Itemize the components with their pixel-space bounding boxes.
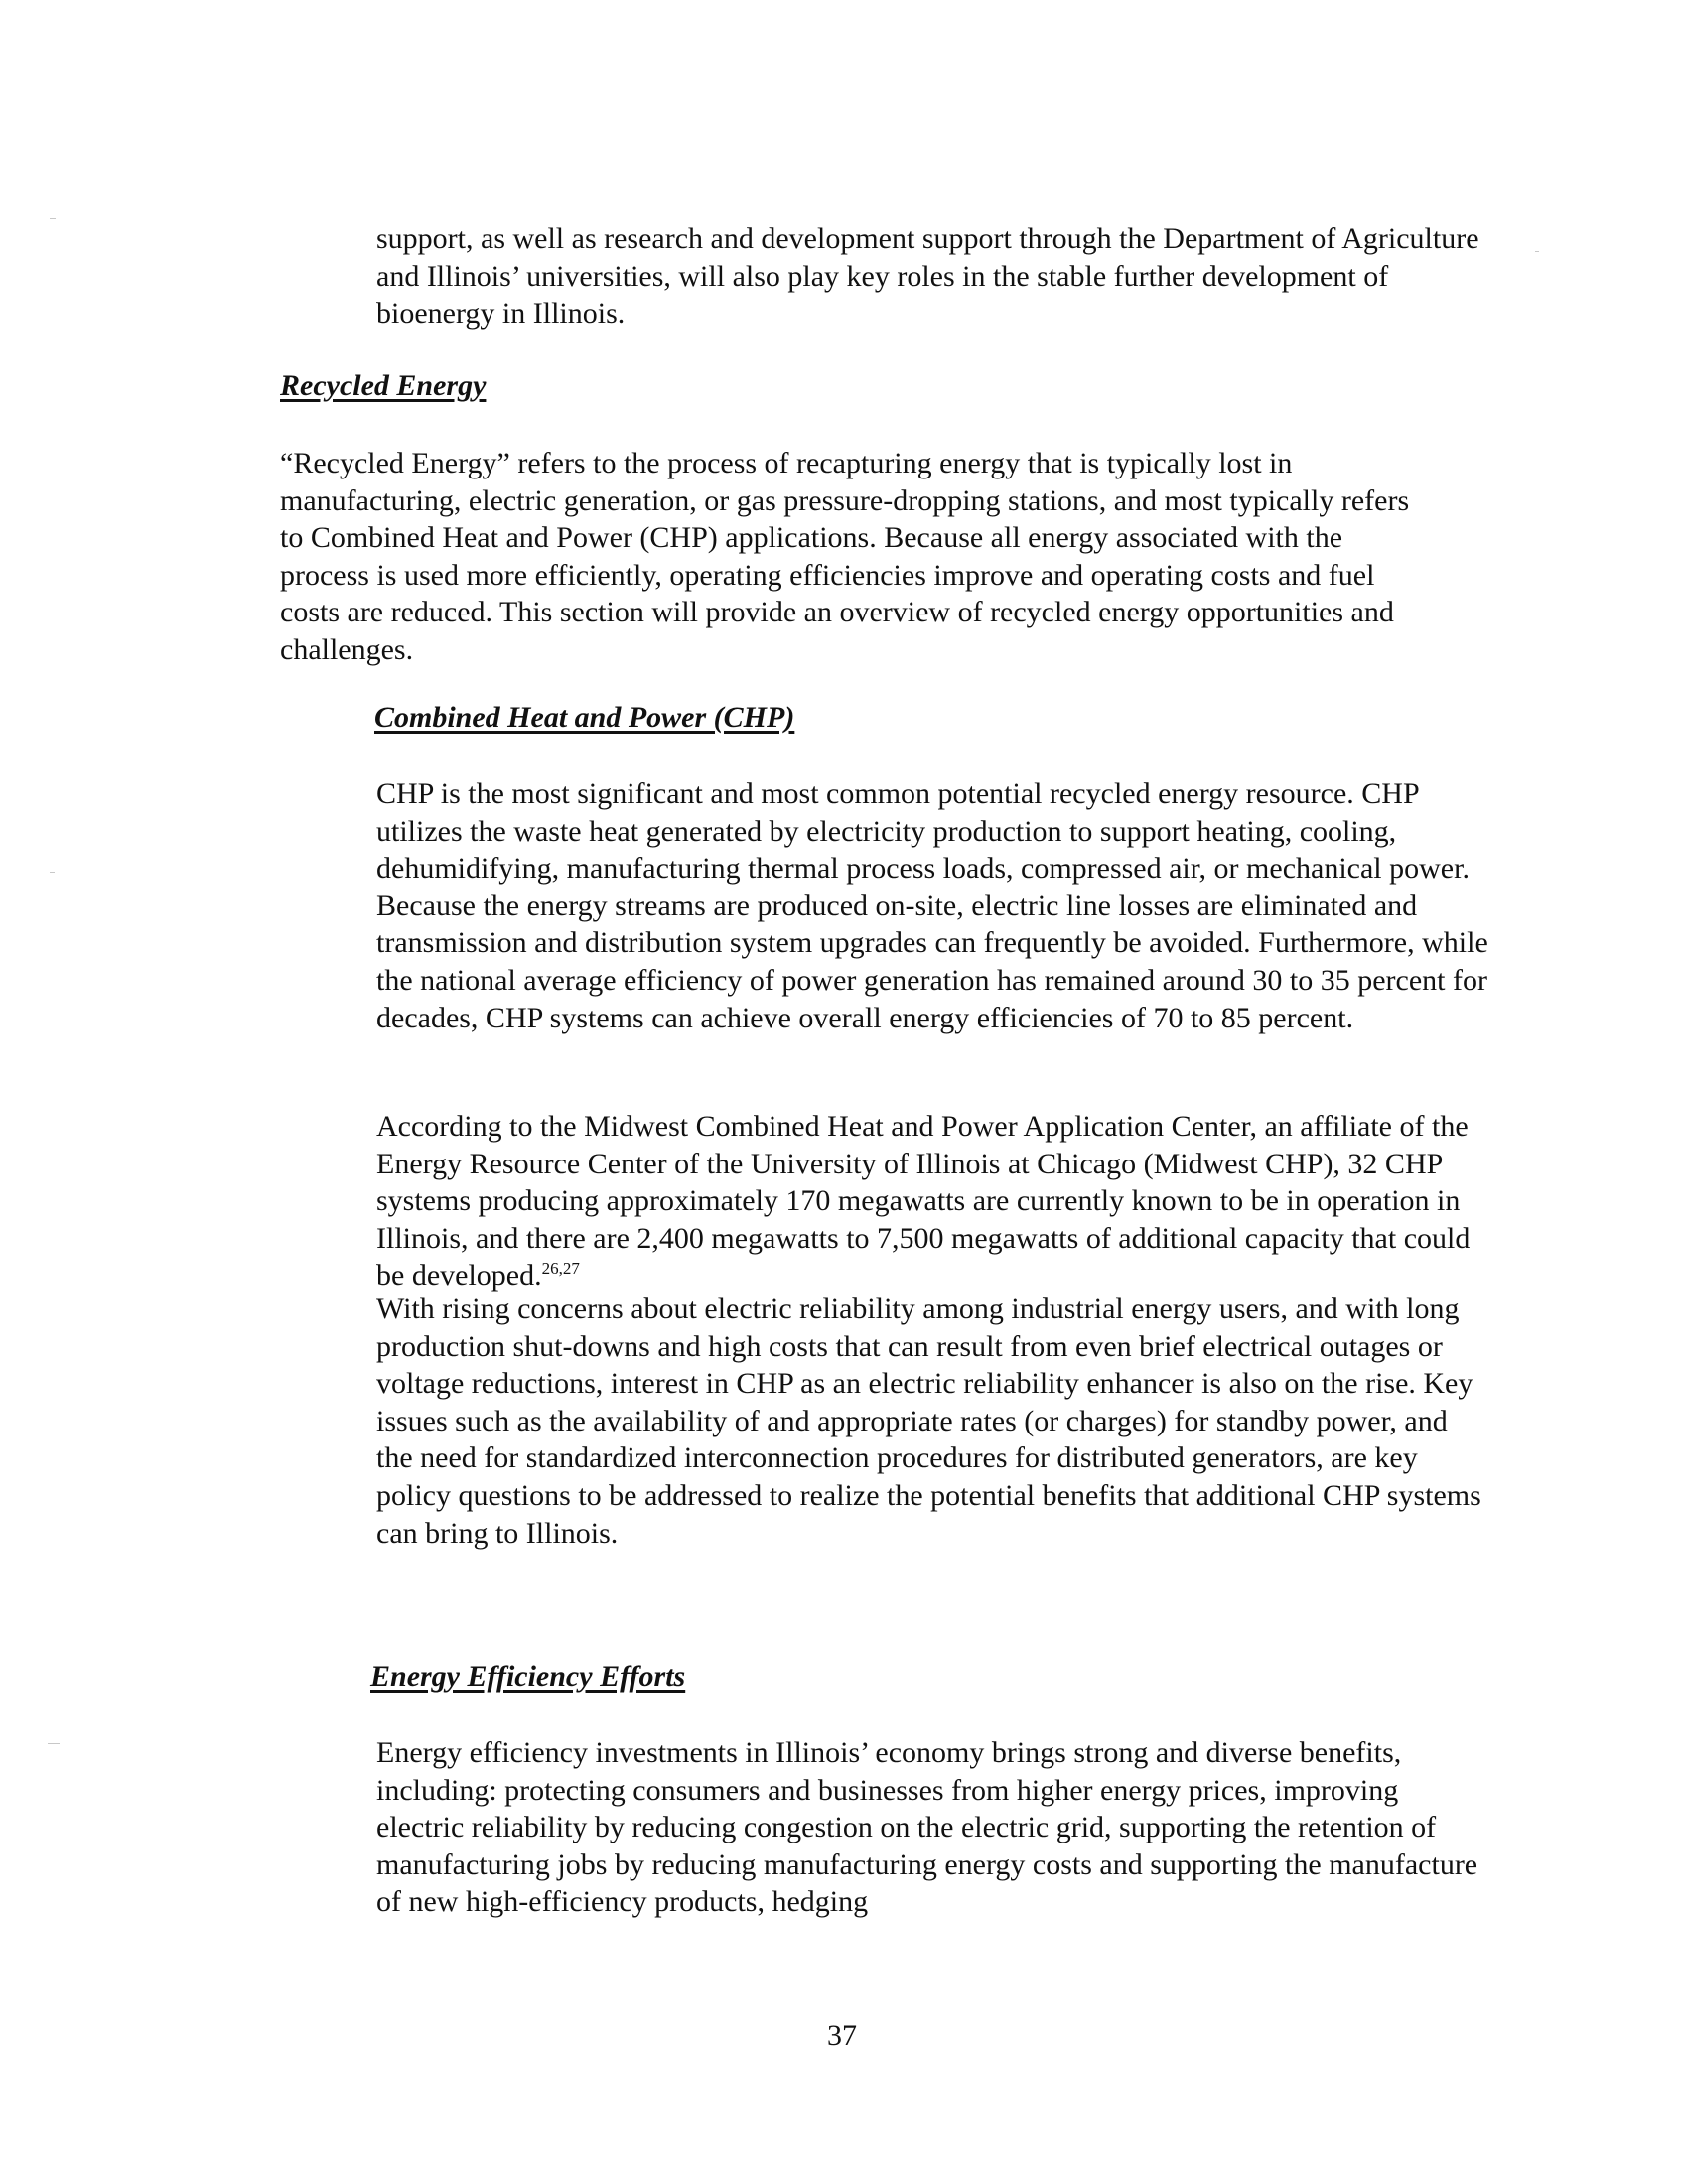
footnote-reference: 26,27	[541, 1259, 580, 1279]
scan-speck	[50, 218, 56, 219]
chp-paragraph-1: CHP is the most significant and most common potential recycled energy resource. CHP utilizes the waste heat generated by electricity production to support heating, cooling, dehumidifying, manufacturing thermal process loads, compressed air, or mechanical power. Because the energy streams are produced on-site, electric line losses are eliminated and transmission and distribution system upgrades can frequently be avoided. Furthermore, while the national average efficiency of power generation has remained around 30 to 35 percent for decades, CHP systems can achieve overall energy efficiencies of 70 to 85 percent.	[376, 777, 1488, 1034]
energy-efficiency-heading: Energy Efficiency Efforts	[370, 1660, 686, 1693]
energy-efficiency-paragraph: Energy efficiency investments in Illinois’ economy brings strong and diverse benefits, including: protecting consumers and businesses from higher energy prices, improving electric reliability by reducing congestion on the electric grid, supporting the retention of manufacturing jobs by reducing manufacturing energy costs and supporting the manufacture of new high-efficiency products, hedging	[376, 1736, 1478, 1919]
chp-heading: Combined Heat and Power (CHP)	[374, 701, 795, 734]
scan-speck	[50, 872, 55, 873]
scan-speck	[48, 1743, 60, 1744]
intro-paragraph: support, as well as research and development support through the Department of Agriculture and Illinois’ universities, will also play key roles in the stable further development of bioenergy in Illinois.	[376, 222, 1479, 331]
scan-speck	[1535, 251, 1539, 252]
chp-paragraph-2	[376, 1108, 1488, 1295]
recycled-energy-paragraph: “Recycled Energy” refers to the process of recapturing energy that is typically lost in manufacturing, electric generation, or gas pressure-dropping stations, and most typically refers to Combined Heat and Power (CHP) applications. Because all energy associated with the process is used more efficiently, operating efficiencies improve and operating costs and fuel costs are reduced. This section will provide an overview of recycled energy opportunities and challenges.	[280, 447, 1410, 666]
chp-paragraph-3: With rising concerns about electric reliability among industrial energy users, and with long production shut-downs and high costs that can result from even brief electrical outages or voltage reductions, interest in CHP as an electric reliability enhancer is also on the rise. Key issues such as the availability of and appropriate rates (or charges) for standby power, and the need for standardized interconnection procedures for distributed generators, are key policy questions to be addressed to realize the potential benefits that additional CHP systems can bring to Illinois.	[376, 1293, 1481, 1550]
page-number: 37	[827, 2019, 857, 2052]
recycled-energy-heading: Recycled Energy	[280, 369, 487, 402]
chp-paragraph-2-text: According to the Midwest Combined Heat and Power Application Center, an affiliate of the Energy Resource Center of the University of Illinois at Chicago (Midwest CHP), 32 CHP systems producing approximately 170 megawatts are currently known to be in operation in Illinois, and there are 2,400 megawatts to 7,500 megawatts of additional capacity that could be developed.	[376, 1110, 1471, 1293]
